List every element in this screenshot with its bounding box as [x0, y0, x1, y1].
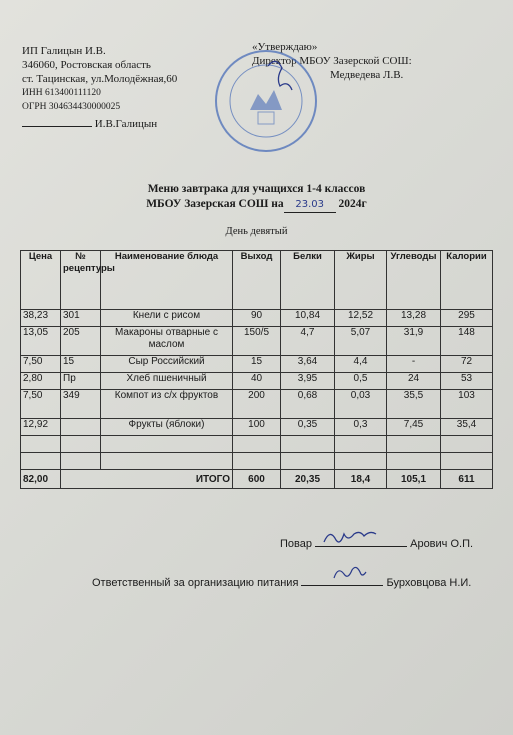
- cell-protein: 10,84: [281, 310, 335, 327]
- cell-fat: 0,03: [335, 390, 387, 419]
- total-price: 82,00: [21, 470, 61, 489]
- total-kcal: 611: [441, 470, 493, 489]
- col-recipe: № рецептуры: [61, 251, 101, 310]
- cell-carbs: 35,5: [387, 390, 441, 419]
- total-protein: 20,35: [281, 470, 335, 489]
- cell-output: 200: [233, 390, 281, 419]
- total-label: ИТОГО: [61, 470, 233, 489]
- approval-director: Директор МБОУ Зазерской СОШ:: [252, 55, 412, 67]
- cell-kcal: 53: [441, 373, 493, 390]
- table-row-empty: [21, 453, 493, 470]
- cell-price: 12,92: [21, 419, 61, 436]
- cell-price: 13,05: [21, 327, 61, 356]
- table-row: [21, 419, 493, 436]
- supplier-name: ИП Галицын И.В.: [22, 45, 106, 57]
- cell-recipe: 15: [61, 356, 101, 373]
- cell-kcal: 103: [441, 390, 493, 419]
- supplier-address-1: 346060, Ростовская область: [22, 59, 151, 71]
- cell-protein: 3,64: [281, 356, 335, 373]
- cell-price: 2,80: [21, 373, 61, 390]
- approval-title: «Утверждаю»: [252, 41, 318, 53]
- cell-dish: Компот из с/х фруктов: [101, 390, 233, 419]
- supplier-address-2: ст. Тацинская, ул.Молодёжная,60: [22, 73, 178, 85]
- cell-kcal: 295: [441, 310, 493, 327]
- cell-kcal: 148: [441, 327, 493, 356]
- cell-recipe: [61, 419, 101, 436]
- cell-recipe: Пр: [61, 373, 101, 390]
- table-row: [21, 373, 493, 390]
- cell-output: 150/5: [233, 327, 281, 356]
- cell-recipe: 205: [61, 327, 101, 356]
- cell-dish: Хлеб пшеничный: [101, 373, 233, 390]
- table-header-row: [21, 251, 493, 310]
- cell-fat: 5,07: [335, 327, 387, 356]
- menu-date: 23.03: [284, 197, 336, 213]
- table-row: [21, 310, 493, 327]
- col-protein: Белки: [281, 251, 335, 310]
- cell-fat: 12,52: [335, 310, 387, 327]
- cell-recipe: 301: [61, 310, 101, 327]
- cell-fat: 0,5: [335, 373, 387, 390]
- supplier-signer: И.В.Галицын: [94, 118, 158, 130]
- col-output: Выход: [233, 251, 281, 310]
- cell-fat: 4,4: [335, 356, 387, 373]
- cook-name: Арович О.П.: [410, 538, 474, 550]
- approval-director-name: Медведева Л.В.: [330, 69, 404, 81]
- cell-output: 100: [233, 419, 281, 436]
- cell-protein: 0,35: [281, 419, 335, 436]
- cook-signature-scribble: [320, 526, 390, 548]
- cell-carbs: 31,9: [387, 327, 441, 356]
- cell-output: 90: [233, 310, 281, 327]
- col-fat: Жиры: [335, 251, 387, 310]
- col-carbs: Углеводы: [387, 251, 441, 310]
- total-carbs: 105,1: [387, 470, 441, 489]
- cell-dish: Фрукты (яблоки): [101, 419, 233, 436]
- table-row: [21, 356, 493, 373]
- menu-title: [0, 182, 513, 213]
- responsible-signature-scribble: [330, 564, 370, 584]
- cell-carbs: 7,45: [387, 419, 441, 436]
- cell-protein: 0,68: [281, 390, 335, 419]
- cell-recipe: 349: [61, 390, 101, 419]
- cell-dish: Сыр Российский: [101, 356, 233, 373]
- cell-output: 40: [233, 373, 281, 390]
- menu-title-line2: МБОУ Зазерская СОШ на 23.03 2024г: [0, 197, 513, 213]
- menu-day: День девятый: [225, 226, 288, 237]
- col-price: Цена: [21, 251, 61, 310]
- supplier-signature-line: [22, 114, 177, 131]
- menu-title-line1: Меню завтрака для учащихся 1-4 классов: [147, 183, 366, 195]
- col-dish: Наименование блюда: [101, 251, 233, 310]
- cell-price: 38,23: [21, 310, 61, 327]
- cell-fat: 0,3: [335, 419, 387, 436]
- table-row: [21, 327, 493, 356]
- cell-dish: Макароны отварные с маслом: [101, 327, 233, 356]
- supplier-block: [22, 44, 177, 131]
- cell-carbs: 24: [387, 373, 441, 390]
- total-fat: 18,4: [335, 470, 387, 489]
- col-kcal: Калории: [441, 251, 493, 310]
- cell-output: 15: [233, 356, 281, 373]
- cell-kcal: 72: [441, 356, 493, 373]
- menu-table: [20, 250, 493, 489]
- responsible-label: Ответственный за организацию питания: [92, 577, 299, 589]
- cell-carbs: 13,28: [387, 310, 441, 327]
- cell-protein: 4,7: [281, 327, 335, 356]
- cell-carbs: -: [387, 356, 441, 373]
- supplier-ogrn: ОГРН 304634430000025: [22, 102, 121, 112]
- stamp-seal: [206, 46, 326, 156]
- total-output: 600: [233, 470, 281, 489]
- cell-price: 7,50: [21, 390, 61, 419]
- responsible-name: Бурховцова Н.И.: [386, 577, 472, 589]
- table-row: [21, 390, 493, 419]
- cell-dish: Кнели с рисом: [101, 310, 233, 327]
- supplier-inn: ИНН 613400111120: [22, 88, 101, 98]
- cell-price: 7,50: [21, 356, 61, 373]
- cell-kcal: 35,4: [441, 419, 493, 436]
- table-row-empty: [21, 436, 493, 453]
- cook-label: Повар: [280, 538, 312, 550]
- table-total-row: [21, 470, 493, 489]
- cell-protein: 3,95: [281, 373, 335, 390]
- responsible-signature: [92, 573, 471, 589]
